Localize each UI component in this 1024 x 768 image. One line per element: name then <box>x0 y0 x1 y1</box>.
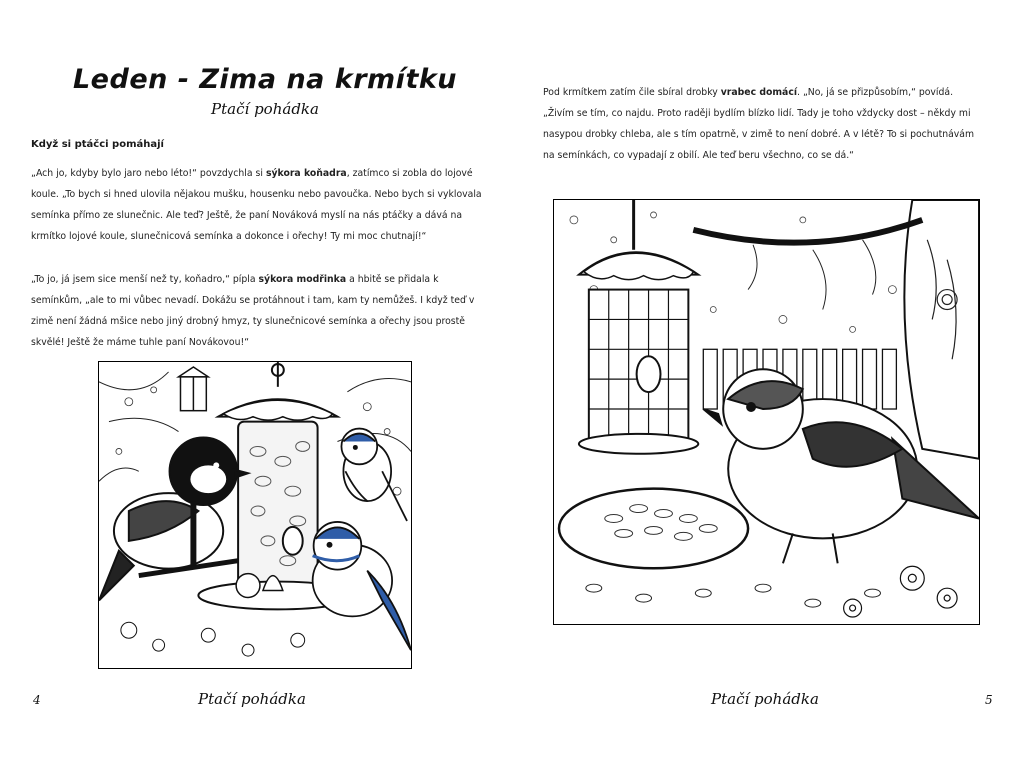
paragraph-text: „Ach jo, kdyby bylo jaro nebo léto!“ povzdychla si <box>31 168 266 179</box>
feeder-drawing <box>99 362 411 668</box>
footer-title: Ptačí pohádka <box>198 690 306 708</box>
page-number: 4 <box>33 693 41 707</box>
page-number: 5 <box>985 693 993 707</box>
paragraph-text: . „No, já se přizpůsobím,“ povídá. „Živím se tím, co najdu. Proto raději bydlím blízko lidí. Tady je toho vždycky dost – někdy mi nasypou drobky chleba, ale s tím opatrně, v zimě to není dobré. A v létě? To si pochutnávám na semínkách, co vypadají z obilí. Ale teď beru všechno, co se dá.“ <box>543 87 975 161</box>
sparrow-drawing <box>554 200 979 624</box>
page-title: Leden - Zima na krmítku <box>72 64 458 95</box>
illustration-tits-at-feeder <box>98 361 412 669</box>
paragraph-text: a hbitě se přidala k semínkům, „ale to mi vůbec nevadí. Dokážu se protáhnout i tam, kam ty nemůžeš. I když teď v zimě není žádná mšice nebo jiný drobný hmyz, ty slunečnicové semínka a ořechy jsou prostě skvělé! Ještě že máme tuhle paní Novákovou!“ <box>31 274 475 348</box>
bird-name-house-sparrow: vrabec domácí <box>720 87 798 98</box>
story-paragraph-2 <box>31 269 483 353</box>
story-paragraph-3 <box>543 82 978 166</box>
page-subtitle: Ptačí pohádka <box>211 100 319 118</box>
paragraph-text: , zatímco si zobla do lojové koule. „To bych si hned ulovila nějakou mušku, housenku nebo pavoučka. Nebo bych si vyklovala semínka přímo ze slunečnic. Ale teď? Ještě, že paní Nováková myslí na nás ptáčky a dává na krmítko lojové koule, slunečnicová semínka a dokonce i ořechy! Ty mi moc chutnají!“ <box>31 168 482 242</box>
bird-name-blue-tit: sýkora modřinka <box>258 274 347 285</box>
section-heading: Když si ptáčci pomáhají <box>31 139 164 150</box>
illustration-sparrow-under-feeder <box>553 199 980 625</box>
footer-title: Ptačí pohádka <box>711 690 819 708</box>
story-paragraph-1 <box>31 163 483 247</box>
paragraph-text: „To jo, já jsem sice menší než ty, koňadro,“ pípla <box>31 274 259 285</box>
paragraph-text: Pod krmítkem zatím čile sbíral drobky <box>543 87 721 98</box>
bird-name-great-tit: sýkora koňadra <box>265 168 347 179</box>
